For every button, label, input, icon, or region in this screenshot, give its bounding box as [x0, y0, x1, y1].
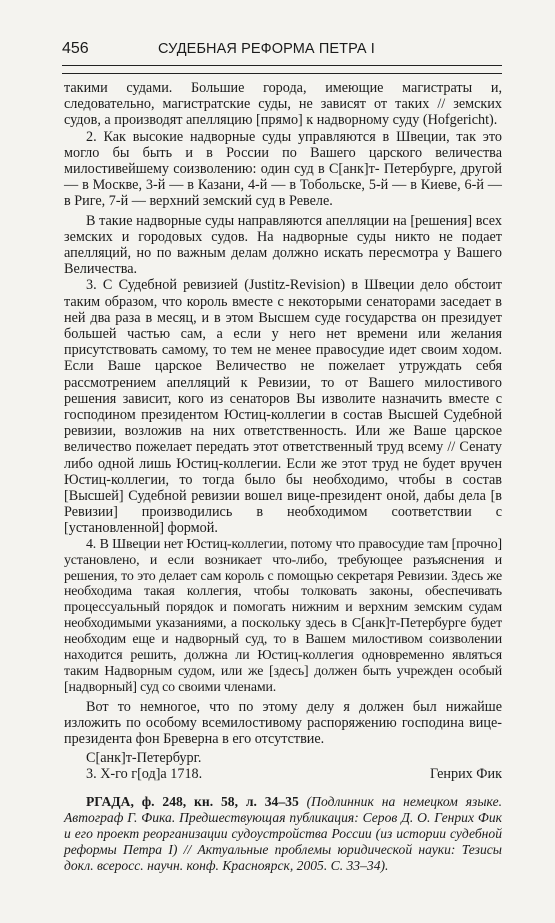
signature-date: 3. Х-го г[од]а 1718.: [86, 766, 203, 783]
paragraph-point-3: 3. С Судебной ревизией (Justitz-Revision) в Швеции дело обстоит таким образом, что король вместе с некоторыми сенаторами заседает в ней два раза в месяц, и в этом Высшем суде государства он президует большей частью сам, а если у него нет времени или желания присутствовать самому, то тем не менее правосудие идет своим ходом. Если Ваше царское Величество не пожелает утруждать себя рассмотрением апелляций к Ревизии, то от Вашего милостивого решения зависит, кого из сенаторов Вы изволите назначить вместе с господином президентом Юстиц-коллегии в состав Высшей Судебной ревизии, возложив на них ответственность. Или же Ваше царское величество пожелает передать этот ответственный труд всему // Сенату либо одной лишь Юстиц-коллегии. Если же этот труд не будет вручен Юстиц-коллегии, то тогда было бы необходимо, чтобы в состав [Высшей] Судебной ревизии вошел вице-президент оной, дабы дела [в Ревизии] производились в необходимом соответствии с [установленной] формой.: [64, 277, 502, 537]
source-note: [64, 794, 502, 873]
running-title: СУДЕБНАЯ РЕФОРМА ПЕТРА I: [158, 41, 375, 57]
signature-place: С[анк]т-Петербург.: [86, 750, 202, 767]
page-body: [64, 80, 502, 873]
page-number: 456: [62, 40, 89, 57]
page-header: [62, 40, 502, 60]
signature-name: Генрих Фик: [429, 766, 502, 783]
paragraph-closing: Вот то немногое, что по этому делу я должен был нижайше изложить по особому всемилостивому распоряжению господина вице-президента фон Бреверна в его отсутствие.: [64, 698, 502, 748]
paragraph-point-4: 4. В Швеции нет Юстиц-коллегии, потому что правосудие там [прочно] установлено, и если возникает что-либо, требующее разъяснения и решения, то это делает сам король с помощью секретаря Ревизии. Здесь же необходима такая коллегия, чтобы толковать законы, обеспечивать процессуальный порядок и помогать нижним и верхним земским судам необходимыми указаниями, а поскольку здесь в С[анк]т-Петербурге будет необходим еще и надворный суд, то в Вашем милостивом соизволении находится решить, должна ли Юстиц-коллегия одновременно являться таким Надворным судом, или же [здесь] должен быть учрежден особый [надворный] суд со своими членами.: [64, 536, 502, 695]
paragraph-continuation: такими судами. Большие города, имеющие магистраты и, следовательно, магистратские суды, не зависят от таких // земских судов, а производят апелляцию [прямо] к надворному суду (Hofgericht).: [64, 80, 502, 129]
source-archive: РГАДА, ф. 248, кн. 58, л. 34–35: [86, 794, 299, 810]
source-description: (Подлинник на немецком языке. Автограф Г. Фика. Предшествующая публикация: Серов Д. О. Генрих Фик и его проект реорганизации судоустройства России (из истории судебной реформы Петра I) // Актуальные проблемы юридической науки: Тезисы докл. всеросс. научн. конф. Красноярск, 2005. С. 33–34).: [64, 794, 502, 873]
header-rule: [62, 65, 502, 66]
paragraph-appeals: В такие надворные суды направляются апелляции на [решения] всех земских и городовых судов. На надворные суды никто не подает апелляций, но по важным делам должно искать пересмотра у Вашего Величества.: [64, 212, 502, 278]
signature-block: [64, 750, 502, 802]
header-rule-secondary: [62, 73, 502, 74]
paragraph-point-2: 2. Как высокие надворные суды управляются в Швеции, так это могло бы быть и в России по Вашего царского величества милостивейшему соизволению: один суд в С[анк]т- Петербурге, другой — в Москве, 3-й — в Казани, 4-й — в Тобольске, 5-й — в Киеве, 6-й — в Риге, 7-й — верхний земский суд в Ревеле.: [64, 128, 502, 210]
